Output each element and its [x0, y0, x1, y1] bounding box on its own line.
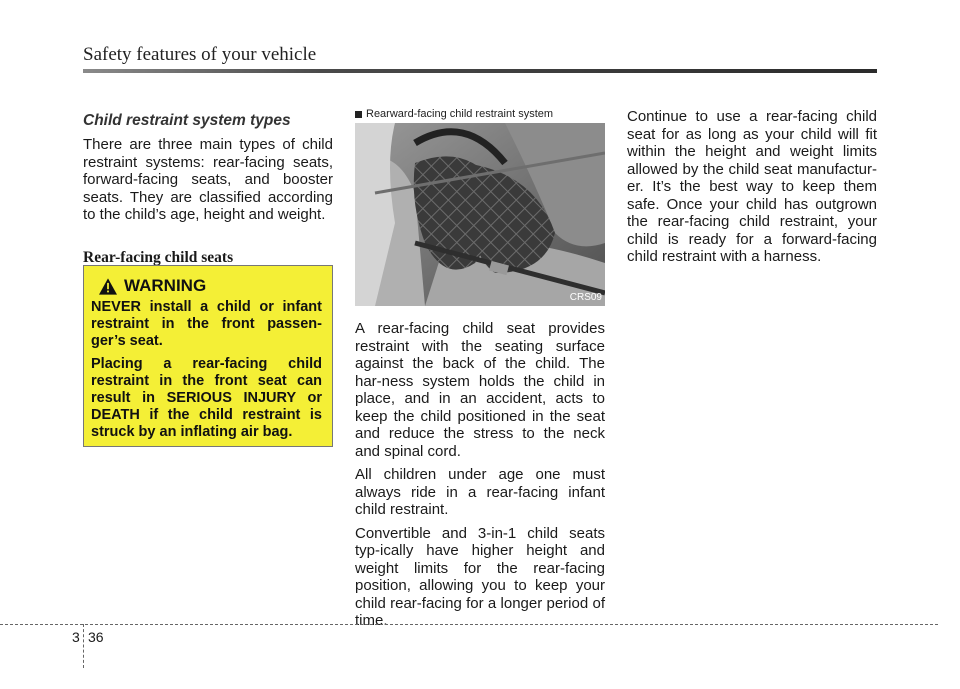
figure-caption — [355, 108, 605, 120]
warning-paragraph: NEVER install a child or infant restraint in the front passen-ger’s seat. — [91, 299, 322, 349]
page-header-title: Safety features of your vehicle — [83, 44, 317, 65]
paragraph: Convertible and 3-in-1 child seats typ-ically have higher height and weight limits for the rear-facing position, allowing you to keep your child rear-facing for a longer period of time. — [355, 524, 605, 629]
column-2 — [355, 108, 605, 636]
warning-header — [99, 276, 322, 296]
child-seat-illustration — [355, 123, 605, 306]
figure-child-seat-photo — [355, 123, 605, 306]
paragraph: A rear-facing child seat provides restraint with the seating surface against the back of the child. The har-ness system holds the child in place, and in an accident, acts to keep the child positioned in the seat and reduce the stress to the neck and spinal cord. — [355, 320, 605, 460]
warning-paragraph: Placing a rear-facing child restraint in the front seat can result in SERIOUS INJURY or DEATH if the child restraint is struck by an inflating air bag. — [91, 356, 322, 440]
figure-code: CRS09 — [569, 292, 602, 303]
intro-paragraph: There are three main types of child restraint systems: rear-facing seats, forward-facing seats, and booster seats. They are classified according to the child’s age, height and weight. — [83, 136, 333, 223]
chapter-number: 3 — [72, 629, 80, 645]
warning-title: WARNING — [124, 276, 207, 295]
warning-box — [83, 265, 333, 447]
header-rule — [83, 69, 877, 73]
footer-divider — [83, 624, 84, 668]
column-1 — [83, 108, 333, 267]
paragraph: Continue to use a rear-facing child seat for as long as your child will fit within the height and weight limits allowed by the child seat manufactur-er. It’s the best way to keep them safe. Once your child has outgrown the rear-facing child restraint, your child is ready for a forward-facing child restraint with a harness. — [627, 108, 877, 265]
page-number: 36 — [88, 629, 104, 645]
subheading-rear-facing: Rear-facing child seats — [83, 248, 234, 266]
figure-caption-text: Rearward-facing child restraint system — [366, 108, 554, 120]
section-title: Child restraint system types — [83, 112, 291, 129]
col2-text — [355, 320, 605, 630]
warning-triangle-icon — [99, 278, 117, 295]
column-3 — [627, 108, 877, 272]
paragraph: All children under age one must always ride in a rear-facing infant child restraint. — [355, 466, 605, 518]
footer-rule — [0, 624, 938, 625]
caption-square-icon — [355, 111, 362, 118]
